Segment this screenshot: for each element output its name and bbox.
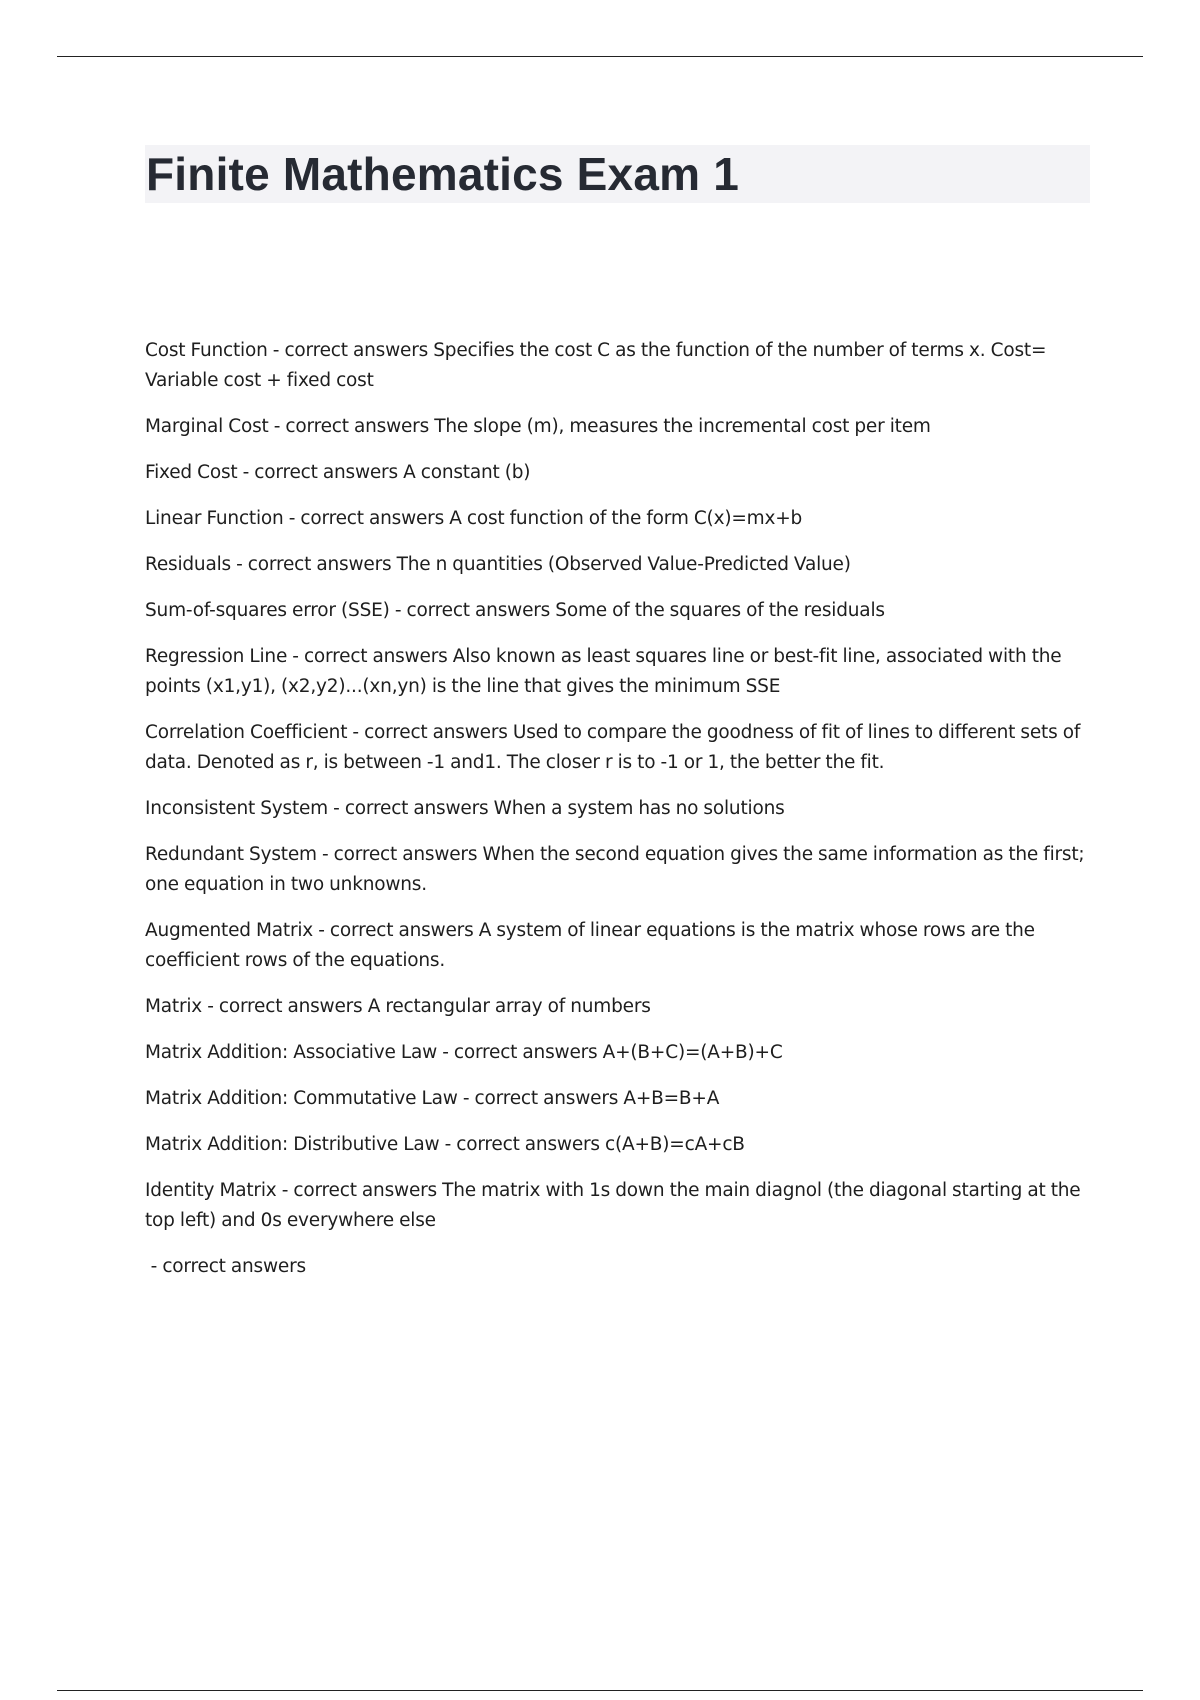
entry-separator: - correct answers [328,798,494,819]
entry-separator: - correct answers [267,340,434,361]
entry-answer: When the second equation gives the same information as the first; one equation in two unknowns. [145,844,1085,895]
list-item [145,336,1090,396]
entry-answer: A+B=B+A [623,1088,720,1109]
entry-term: Linear Function [145,508,284,529]
list-item [145,1038,1090,1068]
list-item [145,916,1090,976]
list-item [145,840,1090,900]
list-item [145,504,1090,534]
list-item [145,458,1090,488]
entry-term: Inconsistent System [145,798,328,819]
entry-term: Augmented Matrix [145,920,314,941]
entry-answer: A constant (b) [403,462,531,483]
entry-answer: A+(B+C)=(A+B)+C [602,1042,783,1063]
entry-term: Identity Matrix [145,1180,277,1201]
entry-answer: The matrix with 1s down the main diagnol (the diagonal starting at the top left) and 0s everywhere else [145,1180,1081,1231]
entry-term: Marginal Cost [145,416,269,437]
list-item [145,718,1090,778]
list-item [145,794,1090,824]
entry-term: Matrix [145,996,203,1017]
entry-term: Correlation Coefficient [145,722,348,743]
entry-term: Fixed Cost [145,462,238,483]
entry-answer: The slope (m), measures the incremental cost per item [434,416,931,437]
list-item [145,1084,1090,1114]
entry-separator: - correct answers [283,508,450,529]
entry-separator: - correct answers [287,646,453,667]
entry-answer: Specifies the cost C as the function of the number of terms x. Cost= Variable cost + fixed cost [145,340,1047,391]
list-item [145,992,1090,1022]
entry-answer: A system of linear equations is the matrix whose rows are the coefficient rows of the equations. [145,920,1035,971]
entry-term: Matrix Addition: Associative Law [145,1042,438,1063]
top-divider [57,56,1143,57]
list-item [145,1252,1090,1282]
entry-term: Regression Line [145,646,288,667]
entry-answer: A rectangular array of numbers [367,996,651,1017]
entry-term: Sum-of-squares error (SSE) [145,600,390,621]
entry-answer: When a system has no solutions [493,798,785,819]
entry-separator: - correct answers [347,722,513,743]
page-title: Finite Mathematics Exam 1 [146,148,739,200]
list-item [145,412,1090,442]
entry-answer: The n quantities (Observed Value-Predicted Value) [396,554,851,575]
list-item [145,550,1090,580]
entry-separator: - correct answers [237,462,404,483]
entry-answer: A cost function of the form C(x)=mx+b [449,508,803,529]
entry-separator: - correct answers [437,1042,603,1063]
bottom-divider [57,1690,1143,1691]
entry-answer: Used to compare the goodness of fit of lines to different sets of data. Denoted as r, is between -1 and1. The closer r is to -1 or 1, the better the fit. [145,722,1081,773]
entry-term: Matrix Addition: Commutative Law [145,1088,458,1109]
entry-term: Matrix Addition: Distributive Law [145,1134,440,1155]
entry-separator: - correct answers [230,554,397,575]
entry-separator: - correct answers [276,1180,443,1201]
entry-separator: - correct answers [439,1134,606,1155]
entry-answer: c(A+B)=cA+cB [605,1134,745,1155]
entry-separator: - correct answers [268,416,435,437]
entry-separator: - correct answers [389,600,556,621]
entry-term: Cost Function [145,340,268,361]
list-item [145,596,1090,626]
flashcard-list [145,336,1090,1298]
entry-term: Residuals [145,554,231,575]
entry-separator: - correct answers [316,844,483,865]
entry-separator: - correct answers [145,1256,312,1277]
list-item [145,1130,1090,1160]
entry-separator: - correct answers [457,1088,624,1109]
entry-separator: - correct answers [202,996,368,1017]
entry-answer: Also known as least squares line or best-fit line, associated with the points (x1,y1), (x2,y2)...(xn,yn) is the line that gives the minimum SSE [145,646,1062,697]
entry-term: Redundant System [145,844,317,865]
list-item [145,642,1090,702]
list-item [145,1176,1090,1236]
entry-separator: - correct answers [313,920,479,941]
entry-answer: Some of the squares of the residuals [555,600,885,621]
